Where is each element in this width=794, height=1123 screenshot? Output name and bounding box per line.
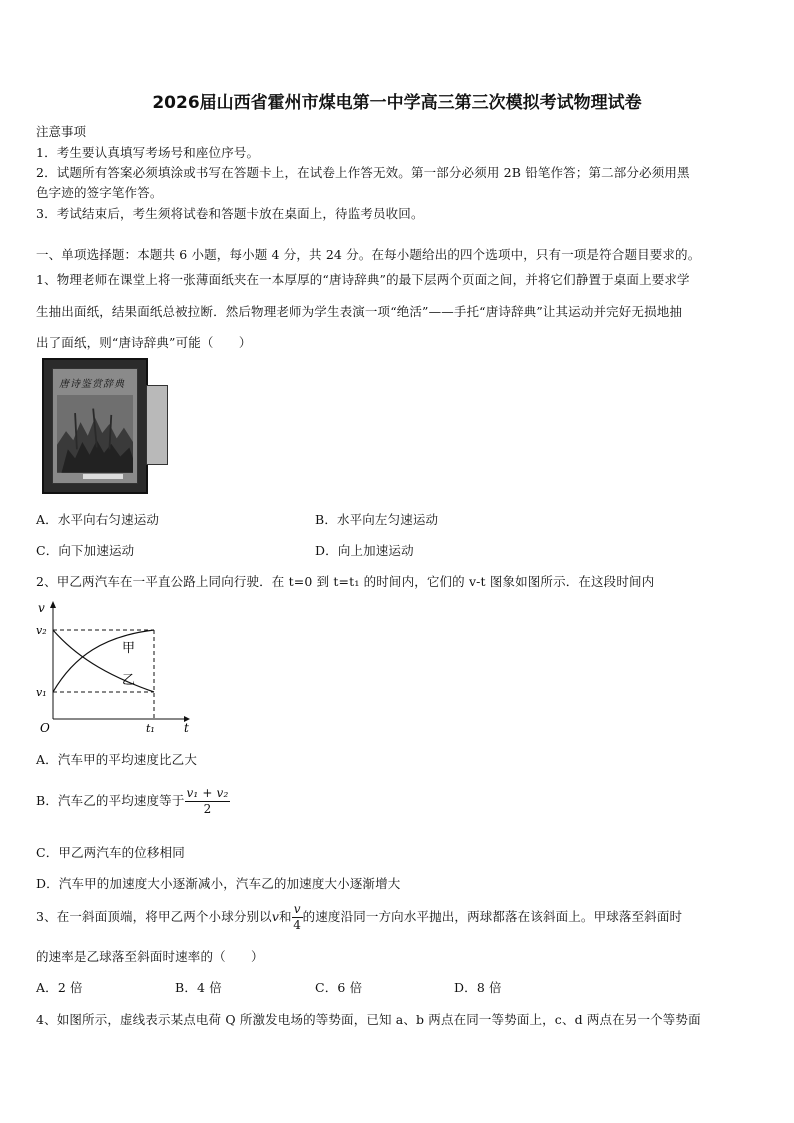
graph-v1-label: v₁ — [36, 686, 47, 699]
q1-stem-line-2: 生抽出面纸，结果面纸总被拉断．然后物理老师为学生表演一项“绝活”——手托“唐诗辞典”让其运动并完好无损地抽 — [36, 304, 683, 319]
q3-option-c: C．6 倍 — [315, 980, 363, 995]
book-cover-title: 唐诗鉴赏辞典 — [59, 379, 125, 390]
section-heading: 一、单项选择题：本题共 6 小题，每小题 4 分，共 24 分。在每小题给出的四个选项中，只有一项是符合题目要求的。 — [36, 247, 701, 262]
q3-option-b: B．4 倍 — [175, 980, 222, 995]
notice-item-2: 2．试题所有答案必须填涂或书写在答题卡上，在试卷上作答无效。第一部分必须用 2B 铅笔作答；第二部分必须用黑 — [36, 165, 690, 180]
q1-option-b: B．水平向左匀速运动 — [315, 512, 439, 527]
curve-yi — [53, 630, 154, 692]
q2-option-a: A．汽车甲的平均速度比乙大 — [36, 752, 197, 767]
q3-text-part1: 3、在一斜面顶端，将甲乙两个小球分别以 — [36, 909, 272, 924]
q2-option-b — [36, 786, 230, 817]
graph-x-axis-label: t — [184, 721, 189, 735]
q3-text-part3: 的速度沿同一方向水平抛出，两球都落在该斜面上。甲球落至斜面时 — [302, 909, 683, 924]
graph-yi-label: 乙 — [122, 673, 136, 688]
book-cover-art — [57, 395, 133, 473]
q3-stem-line-1 — [36, 902, 682, 933]
graph-origin-label: O — [40, 721, 50, 735]
q4-stem: 4、如图所示，虚线表示某点电荷 Q 所激发电场的等势面，已知 a、b 两点在同一等势面上，c、d 两点在另一个等势面 — [36, 1012, 701, 1027]
page-title: 2026届山西省霍州市煤电第一中学高三第三次模拟考试物理试卷 — [152, 93, 642, 113]
notice-heading: 注意事项 — [36, 124, 87, 139]
q1-option-a: A．水平向右匀速运动 — [36, 512, 160, 527]
q2-option-b-text: B．汽车乙的平均速度等于 — [36, 793, 185, 808]
fraction-denominator: 4 — [293, 918, 302, 932]
fraction-numerator: v — [293, 902, 301, 916]
graph-y-axis-label: v — [38, 601, 45, 615]
fraction-denominator: 2 — [203, 802, 212, 816]
notice-item-1: 1．考生要认真填写考场号和座位序号。 — [36, 145, 260, 160]
q2-option-c: C．甲乙两汽车的位移相同 — [36, 845, 185, 860]
paper-sheet-image — [146, 385, 168, 465]
dictionary-book-image — [42, 358, 148, 494]
q1-option-c: C．向下加速运动 — [36, 543, 135, 558]
q2-option-d: D．汽车甲的加速度大小逐渐减小，汽车乙的加速度大小逐渐增大 — [36, 876, 401, 891]
q3-option-a: A．2 倍 — [36, 980, 83, 995]
book-publisher-label — [83, 474, 123, 479]
notice-item-2-cont: 色字迹的签字笔作答。 — [36, 185, 163, 200]
q3-text-part2: 和 — [279, 909, 292, 924]
q3-fraction — [292, 902, 303, 933]
curve-jia — [53, 630, 154, 692]
q2-vt-graph — [34, 598, 194, 738]
q1-stem-line-1: 1、物理老师在课堂上将一张薄面纸夹在一本厚厚的“唐诗辞典”的最下层两个页面之间，并将它们静置于桌面上要求学 — [36, 272, 690, 287]
notice-item-3: 3．考试结束后，考生须将试卷和答题卡放在桌面上，待监考员收回。 — [36, 206, 424, 221]
graph-jia-label: 甲 — [122, 641, 136, 656]
q3-stem-line-2: 的速率是乙球落至斜面时速率的（ ） — [36, 949, 264, 964]
q3-var-v: v — [271, 909, 280, 924]
q1-option-d: D．向上加速运动 — [315, 543, 414, 558]
fraction-numerator: v₁ + v₂ — [186, 786, 229, 800]
graph-v2-label: v₂ — [36, 624, 47, 637]
q2-stem: 2、甲乙两汽车在一平直公路上同向行驶．在 t=0 到 t=t₁ 的时间内，它们的 v-t 图象如图所示．在这段时间内 — [36, 574, 655, 589]
q2-option-b-fraction — [185, 786, 231, 817]
q1-stem-line-3: 出了面纸，则“唐诗辞典”可能（ ） — [36, 335, 252, 350]
graph-t1-label: t₁ — [146, 722, 155, 735]
q3-option-d: D．8 倍 — [454, 980, 502, 995]
